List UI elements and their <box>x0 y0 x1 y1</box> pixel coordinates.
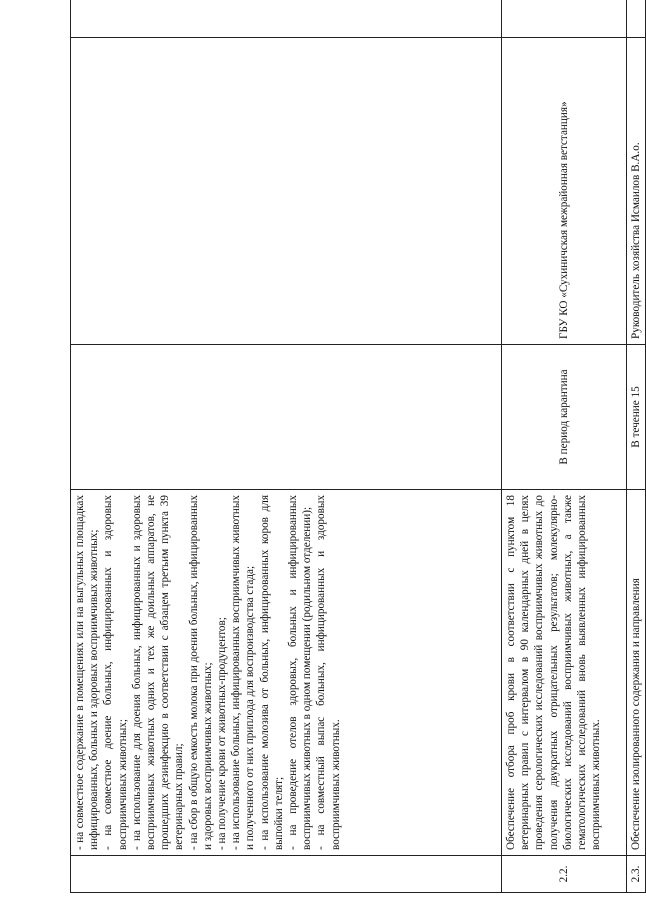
row-number: 2.2. <box>502 856 627 893</box>
activity-line: - на проведение отелов здоровых, больных и инфицированных восприимчивых животных в одном помещении (родильном отделении); <box>287 495 314 850</box>
activity-line: - на совместный выпас больных, инфицированных и здоровых восприимчивых животных. <box>315 495 342 850</box>
table-row <box>502 0 627 893</box>
table-row <box>627 0 646 893</box>
responsible-cell <box>71 38 502 345</box>
activity-line: - на совместное содержание в помещениях или на выгульных площадках инфицированных, больных и здоровых восприимчивых животных; <box>74 495 101 850</box>
activity-line: - на сбор в общую емкость молока при доении больных, инфицированных и здоровых восприимчивых животных; <box>187 495 214 850</box>
responsible-cell: Руководитель хозяйства Исмаилов В.А.о. <box>627 38 646 345</box>
blank-cell <box>71 0 502 38</box>
measures-table <box>70 0 646 893</box>
responsible-cell: ГБУ КО «Сухиничская межрайонная ветстанция» <box>502 38 627 345</box>
table-row <box>71 0 502 893</box>
activity-line: - на использование больных, инфицированных восприимчивых животных и полученного от них приплода для воспроизводства стада; <box>230 495 257 850</box>
activity-cell: Обеспечение отбора проб крови в соответствии с пунктом 18 ветеринарных правил с интервалом в 90 календарных дней в целях проведения серологических исследований восприимчивых животных до получения двукратных отрицательных результатов; молекулярно-биологических исследований восприимчивых животных, а также гематологических исследований вновь выявленных инфицированных восприимчивых животных. <box>502 490 627 856</box>
activity-line: - на получение крови от животных-продуцентов; <box>216 617 229 850</box>
term-cell: В период карантина <box>502 345 627 490</box>
row-number: 2.3. <box>627 856 646 893</box>
term-cell: В течение 15 <box>627 345 646 490</box>
term-cell <box>71 345 502 490</box>
activity-line: - на использование для доения больных, инфицированных и здоровых восприимчивых животных одних и тех же доильных аппаратов, не прошедших дезинфекцию в соответствии с абзацем третьим пункта 39 ветеринарных правил; <box>130 495 186 850</box>
blank-cell <box>502 0 627 38</box>
activity-line: - на использование молозива от больных, инфицированных коров для выпойки телят; <box>258 495 285 850</box>
blank-cell <box>627 0 646 38</box>
activity-cell <box>71 490 502 856</box>
activity-cell: Обеспечение изолированного содержания и направления <box>627 490 646 856</box>
row-number <box>71 856 502 893</box>
activity-line: - на совместное доение больных, инфицированных и здоровых восприимчивых животных; <box>102 495 129 850</box>
